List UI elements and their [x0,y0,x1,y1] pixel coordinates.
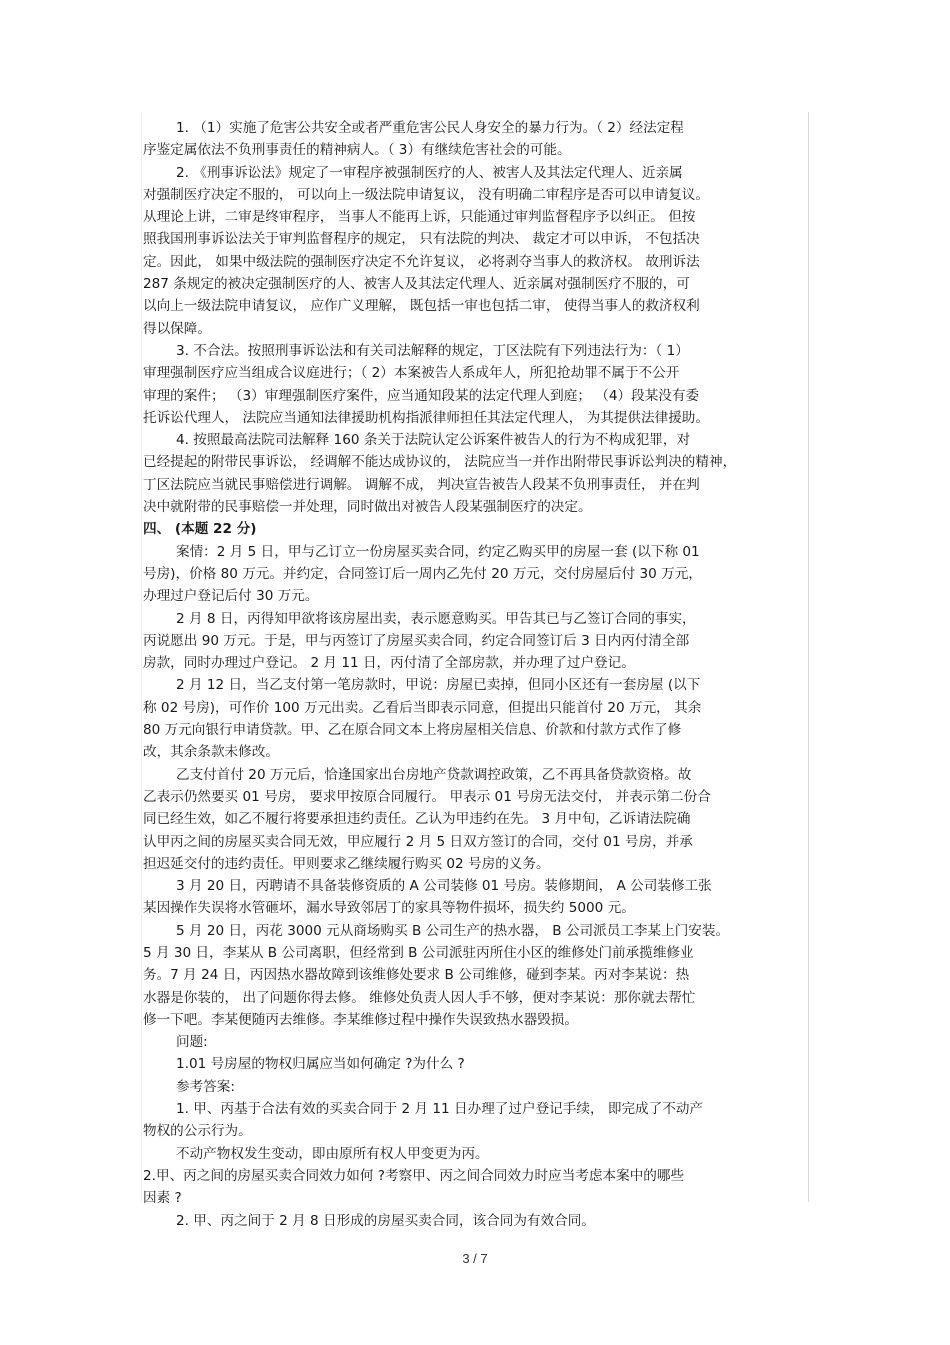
text-line: 已经提起的附带民事诉讼， 经调解不能达成协议的， 法院应当一并作出附带民事诉讼判决的精神， [143,454,737,471]
text-line: 担迟延交付的违约责任。甲则要求乙继续履行购买 02 号房的义务。 [143,855,550,872]
text-line: 80 万元向银行申请贷款。甲、乙在原合同文本上将房屋相关信息、价款和付款方式作了修 [143,722,682,739]
text-line: 2. 《刑事诉讼法》规定了一审程序被强制医疗的人、被害人及其法定代理人、近亲属 [176,164,683,181]
text-line: 2.甲、丙之间的房屋买卖合同效力如何 ?考察甲、丙之间合同效力时应当考虑本案中的哪些 [143,1167,685,1184]
text-line: 3 月 20 日，丙聘请不具备装修资质的 A 公司装修 01 号房。装修期间， A 公司装修工张 [176,878,712,895]
text-line: 问题: [176,1034,208,1051]
text-line: 1.01 号房屋的物权归属应当如何确定 ?为什么 ? [176,1056,465,1073]
text-line: 房款，同时办理过户登记。 2 月 11 日，丙付清了全部房款，并办理了过户登记。 [143,655,635,672]
text-line: 不动产物权发生变动，即由原所有权人甲变更为丙。 [176,1145,489,1162]
text-line: 因素 ? [143,1190,182,1207]
text-line: 丁区法院应当就民事赔偿进行调解。 调解不成， 判决宣告被告人段某不负刑事责任， 并在判 [143,476,700,493]
text-line: 5 月 30 日，李某从 B 公司离职，但经常到 B 公司派驻丙所住小区的维修处门前承揽维修业 [143,944,694,961]
text-line: 改，其余条款未修改。 [143,744,279,761]
text-line: 务。7 月 24 日，丙因热水器故障到该维修处要求 B 公司维修，碰到李某。丙对李某说：热 [143,967,690,984]
text-line: 认甲丙之间的房屋买卖合同无效，甲应履行 2 月 5 日双方签订的合同，交付 01 号房，并承 [143,833,693,850]
text-line: 1. （1）实施了危害公共安全或者严重危害公民人身安全的暴力行为。（ 2）经法定程 [176,120,684,136]
document-body [143,117,805,1232]
text-line: 对强制医疗决定不服的， 可以向上一级法院申请复议， 没有明确二审程序是否可以申请复议。 [143,186,709,203]
text-line: 5 月 20 日，丙花 3000 元从商场购买 B 公司生产的热水器， B 公司派员工李某上门安装。 [176,922,730,939]
page-number: 3 / 7 [462,1251,488,1266]
text-line: 3. 不合法。按照刑事诉讼法和有关司法解释的规定，丁区法院有下列违法行为：（ 1） [176,342,689,359]
text-line: 得以保障。 [143,320,211,337]
text-line: 照我国刑事诉讼法关于审判监督程序的规定， 只有法院的判决、 裁定才可以申诉， 不包括决 [143,231,700,248]
text-line: 修一下吧。李某便随丙去维修。李某维修过程中操作失误致热水器毁损。 [143,1011,578,1028]
text-line: 定。因此， 如果中级法院的强制医疗决定不允许复议， 必将剥夺当事人的救济权。 故刑诉法 [143,253,700,270]
text-line: 287 条规定的被决定强制医疗的人、被害人及其法定代理人、近亲属对强制医疗不服的，可 [143,276,690,293]
text-line: 称 02 号房)，可作价 100 万元出卖。乙看后当即表示同意，但提出只能首付 20 万元， 其余 [143,699,702,716]
text-line: 物权的公示行为。 [143,1123,252,1140]
text-line: 审理强制医疗应当组成合议庭进行；（ 2）本案被告人系成年人，所犯抢劫罪不属于不公开 [143,365,680,382]
text-line: 2 月 8 日，丙得知甲欲将该房屋出卖，表示愿意购买。甲告其已与乙签订合同的事实， [176,610,696,627]
text-line: 乙支付首付 20 万元后，恰逢国家出台房地产贷款调控政策，乙不再具备贷款资格。故 [176,766,692,783]
text-line: 水器是你装的， 出了问题你得去修。 维修处负责人因人手不够，便对李某说：那你就去帮忙 [143,989,696,1006]
text-line: 序鉴定属依法不负刑事责任的精神病人。（ 3）有继续危害社会的可能。 [143,142,571,159]
text-line: 同已经生效，如乙不履行将要承担违约责任。乙认为甲违约在先。 3 月中旬，乙诉请法院确 [143,811,691,828]
text-line: 某因操作失误将水管砸坏，漏水导致邻居丁的家具等物件损坏，损失约 5000 元。 [143,900,635,917]
text-line: 丙说愿出 90 万元。于是，甲与丙签订了房屋买卖合同，约定合同签订后 3 日内丙付清全部 [143,632,690,649]
text-line: 托诉讼代理人， 法院应当通知法律援助机构指派律师担任其法定代理人， 为其提供法律援助。 [143,409,709,426]
text-line: 2. 甲、丙之间于 2 月 8 日形成的房屋买卖合同，该合同为有效合同。 [176,1212,595,1229]
text-line: 办理过户登记后付 30 万元。 [143,588,319,605]
text-line: 案情：2 月 5 日，甲与乙订立一份房屋买卖合同，约定乙购买甲的房屋一套 (以下称 01 [176,543,700,560]
text-line: 审理的案件； （3）审理强制医疗案件，应当通知段某的法定代理人到庭； （4）段某没有委 [143,387,700,404]
text-line: 以向上一级法院申请复议， 应作广义理解， 既包括一审也包括二审， 使得当事人的救济权利 [143,298,700,315]
text-line: 决中就附带的民事赔偿一并处理，同时做出对被告人段某强制医疗的决定。 [143,499,592,516]
text-line: 号房)，价格 80 万元。并约定，合同签订后一周内乙先付 20 万元，交付房屋后付 30 万元， [143,565,702,582]
text-line: 从理论上讲，二审是终审程序， 当事人不能再上诉，只能通过审判监督程序予以纠正。 但按 [143,209,696,226]
text-line: 1. 甲、丙基于合法有效的买卖合同于 2 月 11 日办理了过户登记手续， 即完成了不动产 [176,1101,704,1118]
text-line: 乙表示仍然要买 01 号房， 要求甲按原合同履行。 甲表示 01 号房无法交付， 并表示第二份合 [143,788,711,805]
text-line: 2 月 12 日，当乙支付第一笔房款时，甲说：房屋已卖掉，但同小区还有一套房屋 (以下 [176,677,701,694]
text-line: 参考答案: [176,1078,235,1095]
text-line: 4. 按照最高法院司法解释 160 条关于法院认定公诉案件被告人的行为不构成犯罪，对 [176,432,691,449]
section-heading: 四、 (本题 22 分) [143,521,257,538]
